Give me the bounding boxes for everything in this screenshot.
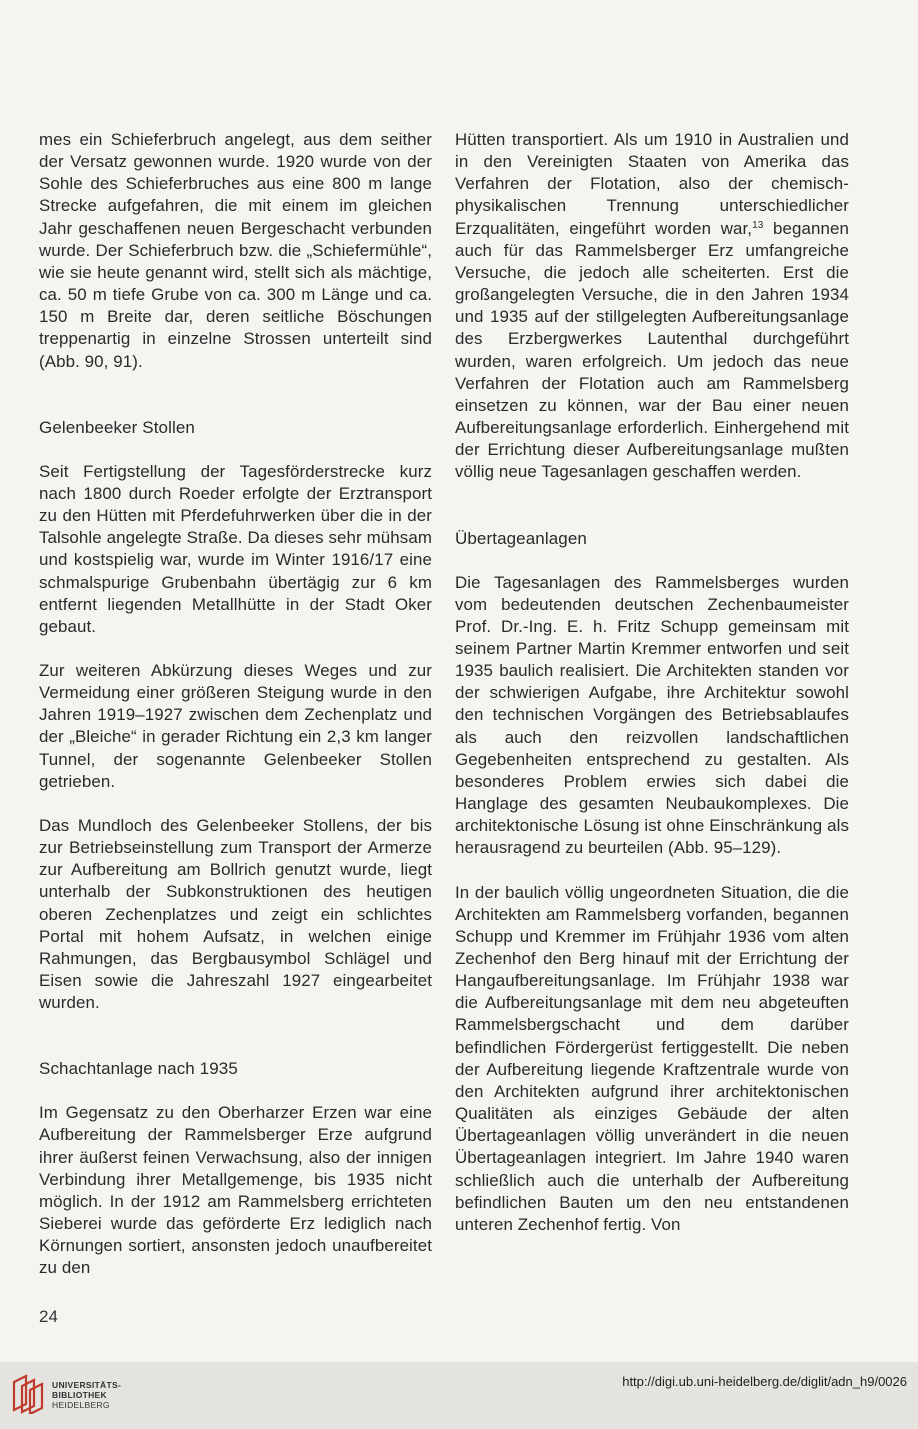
paragraph-text: Hütten transportiert. Als um 1910 in Australien und in den Vereinigten Staaten von Amerika das Verfahren der Flotation, also der chemisch-physikalischen Trennung unterschiedlicher Erzqualitäten, eingeführt worden war, <box>455 130 849 238</box>
paragraph-text: begannen auch für das Rammelsberger Erz umfangreiche Versuche, die jedoch alle scheiterten. Erst die großangelegten Versuche, die in den Jahren 1934 und 1935 auf der stillgelegten Aufbereitungsanlage des Erzbergwerkes Lautenthal durchgeführt wurden, waren erfolgreich. Um jedoch das neue Verfahren der Flotation auch am Rammelsberg einsetzen zu können, war der Bau einer neuen Aufbereitungsanlage erforderlich. Einhergehend mit der Errichtung dieser Aufbereitungsanlage mußten völlig neue Tagesanlagen geschaffen werden. <box>455 218 850 482</box>
right-column <box>455 129 849 1236</box>
paragraph <box>455 129 849 484</box>
library-name-line: UNIVERSITÄTS- <box>52 1380 122 1390</box>
paragraph: Im Gegensatz zu den Oberharzer Erzen war eine Aufbereitung der Rammelsberger Erze aufgrund ihrer äußerst feinen Verwachsung, also der innigen Verbindung ihrer Metallgemenge, bis 1935 nicht möglich. In der 1912 am Rammelsberg errichteten Sieberei wurde das geförderte Erz lediglich nach Körnungen sortiert, ansonsten jedoch unaufbereitet zu den <box>39 1103 432 1278</box>
paragraph: Die Tagesanlagen des Rammelsberges wurden vom bedeutenden deutschen Zechenbaumeister Prof. Dr.-Ing. E. h. Fritz Schupp gemeinsam mit seinem Partner Martin Kremmer entworfen und seit 1935 baulich realisiert. Die Architekten standen vor der schwierigen Aufgabe, ihre Architektur sowohl den technischen Vorgängen des Betriebsablaufes als auch den reizvollen landschaftlichen Gegebenheiten entsprechend zu gestalten. Als besonderes Problem erwies sich dabei die Hanglage des gesamten Neubaukomplexes. Die architektonische Lösung ist ohne Einschränkung als herausragend zu beurteilen (Abb. 95–129). <box>455 572 849 858</box>
left-column <box>39 129 432 1280</box>
paragraph: Zur weiteren Abkürzung dieses Weges und zur Vermeidung einer größeren Steigung wurde in den Jahren 1919–1927 zwischen dem Zechenplatz und der „Bleiche“ in gerader Richtung ein 2,3 km langer Tunnel, der sogenannte Gelenbeeker Stollen getrieben. <box>39 660 432 791</box>
paragraph: Das Mundloch des Gelenbeeker Stollens, der bis zur Betriebseinstellung zum Transport der Armerze zur Aufbereitung am Bollrich genutzt wurde, liegt unterhalb der Subkonstruktionen des heutigen oberen Zechenplatzes und zeigt ein schlichtes Portal mit hohem Aufsatz, in welchen einige Rahmungen, das Bergbausymbol Schlägel und Eisen sowie die Jahreszahl 1927 eingearbeitet wurden. <box>39 815 432 1013</box>
section-heading: Gelenbeeker Stollen <box>39 417 195 437</box>
paragraph: Seit Fertigstellung der Tagesförderstrecke kurz nach 1800 durch Roeder erfolgte der Erztransport zu den Hütten mit Pferdefuhrwerken über die in der Talsohle angelegte Straße. Da dieses sehr mühsam und kostspielig war, wurde im Winter 1916/17 eine schmalspurige Grubenbahn übertägig zur 6 km entfernt liegenden Metallhütte in der Stadt Oker gebaut. <box>39 461 432 636</box>
permalink-url[interactable]: http://digi.ub.uni-heidelberg.de/diglit/adn_h9/0026 <box>622 1374 907 1389</box>
library-name-line: HEIDELBERG <box>52 1400 110 1410</box>
footer-bar <box>0 1362 918 1429</box>
paragraph: In der baulich völlig ungeordneten Situation, die die Architekten am Rammelsberg vorfanden, begannen Schupp und Kremmer im Frühjahr 1936 vom alten Zechenhof den Berg hinauf mit der Errichtung der Hangaufbereitungsanlage. Im Frühjahr 1938 war die Aufbereitungsanlage mit dem neu abgeteuften Rammelsbergschacht und dem darüber befindlichen Fördergerüst fertiggestellt. Die neben der Aufbereitung liegende Kraftzentrale wurde von den Architekten aufgrund ihrer architektonischen Qualitäten als einziges Gebäude der alten Übertageanlagen völlig unverändert in die neuen Übertageanlagen integriert. Im Jahre 1940 waren schließlich auch die unterhalb der Aufbereitung befindlichen Bauten um den neu entstandenen unteren Zechenhof fertig. Von <box>455 882 849 1234</box>
footnote-marker[interactable]: 13 <box>752 219 764 231</box>
section-heading: Übertageanlagen <box>455 528 587 548</box>
page-number: 24 <box>39 1307 58 1326</box>
library-name-line: BIBLIOTHEK <box>52 1390 107 1400</box>
library-name <box>52 1380 121 1410</box>
paragraph: mes ein Schieferbruch angelegt, aus dem seither der Versatz gewonnen wurde. 1920 wurde von der Sohle des Schieferbruches aus eine 800 m lange Strecke aufgefahren, die mit einem im gleichen Jahr geschaffenen neuen Bergeschacht verbunden wurde. Der Schieferbruch bzw. die „Schiefermühle“, wie sie heute genannt wird, stellt sich als mächtige, ca. 50 m tiefe Grube von ca. 300 m Länge und ca. 150 m Breite dar, deren seitliche Böschungen treppenartig in einzelne Strossen unterteilt sind (Abb. 90, 91). <box>39 130 432 371</box>
section-heading: Schachtanlage nach 1935 <box>39 1059 238 1079</box>
library-logo-icon[interactable] <box>10 1374 46 1414</box>
